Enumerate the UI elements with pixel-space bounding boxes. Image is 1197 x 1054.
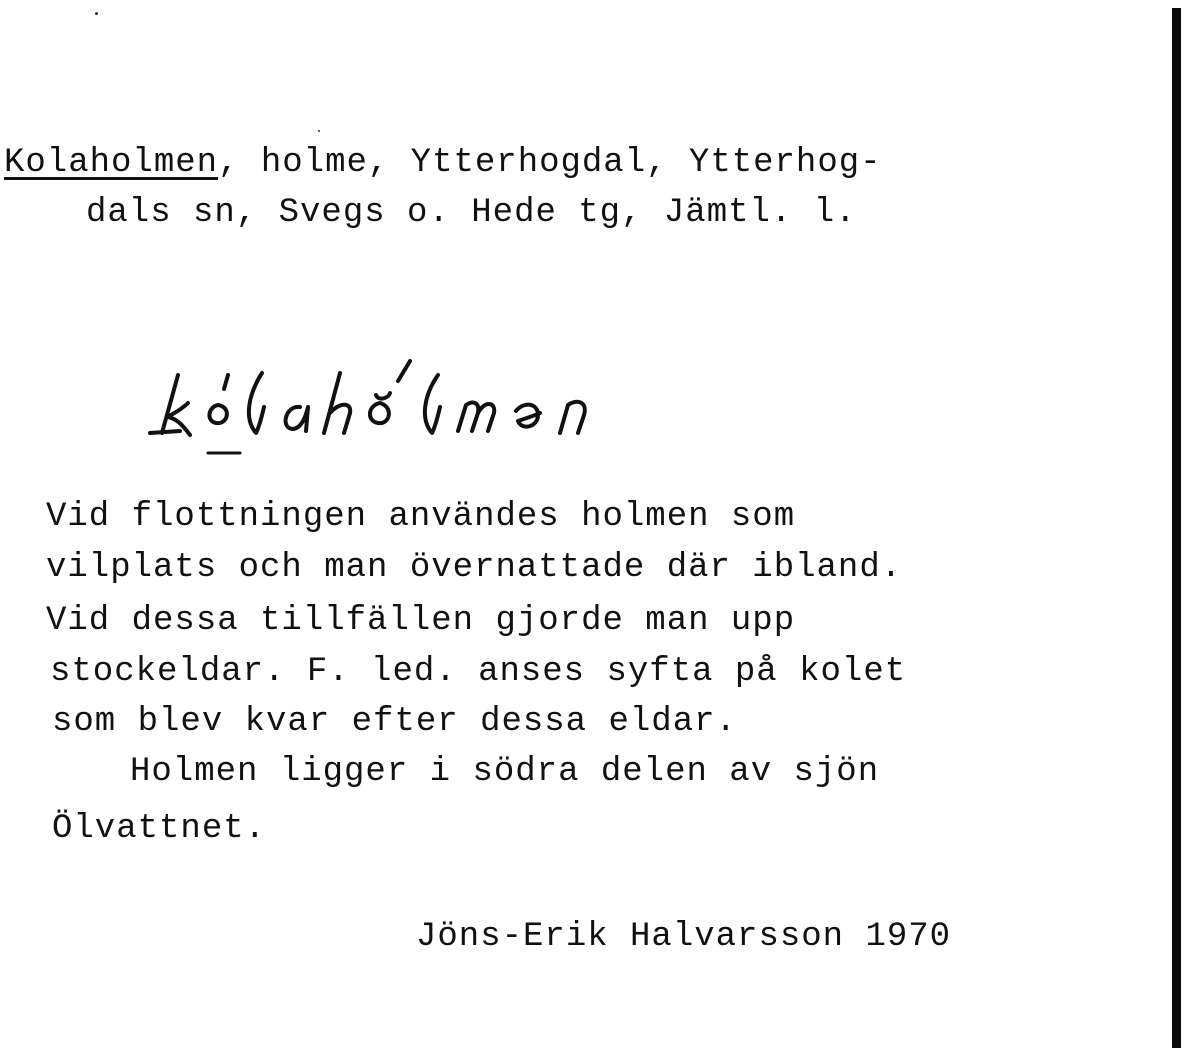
body-line-5: som blev kvar efter dessa eldar. — [52, 703, 737, 741]
body-line-7: Ölvattnet. — [52, 810, 267, 848]
entry-heading-rest: , holme, Ytterhogdal, Ytterhog- — [218, 144, 882, 182]
pronunciation-handwriting — [140, 355, 740, 465]
card-edge-border — [1172, 8, 1181, 1048]
scan-speck — [318, 130, 320, 132]
body-line-6: Holmen ligger i södra delen av sjön — [130, 753, 880, 791]
body-line-2: vilplats och man övernattade där ibland. — [46, 549, 903, 587]
entry-headword: Kolaholmen — [4, 144, 219, 182]
scan-speck — [95, 12, 98, 15]
entry-heading-line-2: dals sn, Svegs o. Hede tg, Jämtl. l. — [86, 194, 857, 232]
entry-heading-line-1 — [4, 146, 882, 180]
author-signature: Jöns-Erik Halvarsson 1970 — [416, 918, 952, 956]
body-line-3: Vid dessa tillfällen gjorde man upp — [46, 602, 796, 640]
body-line-4: stockeldar. F. led. anses syfta på kolet — [50, 653, 907, 691]
body-line-1: Vid flottningen användes holmen som — [46, 498, 796, 536]
